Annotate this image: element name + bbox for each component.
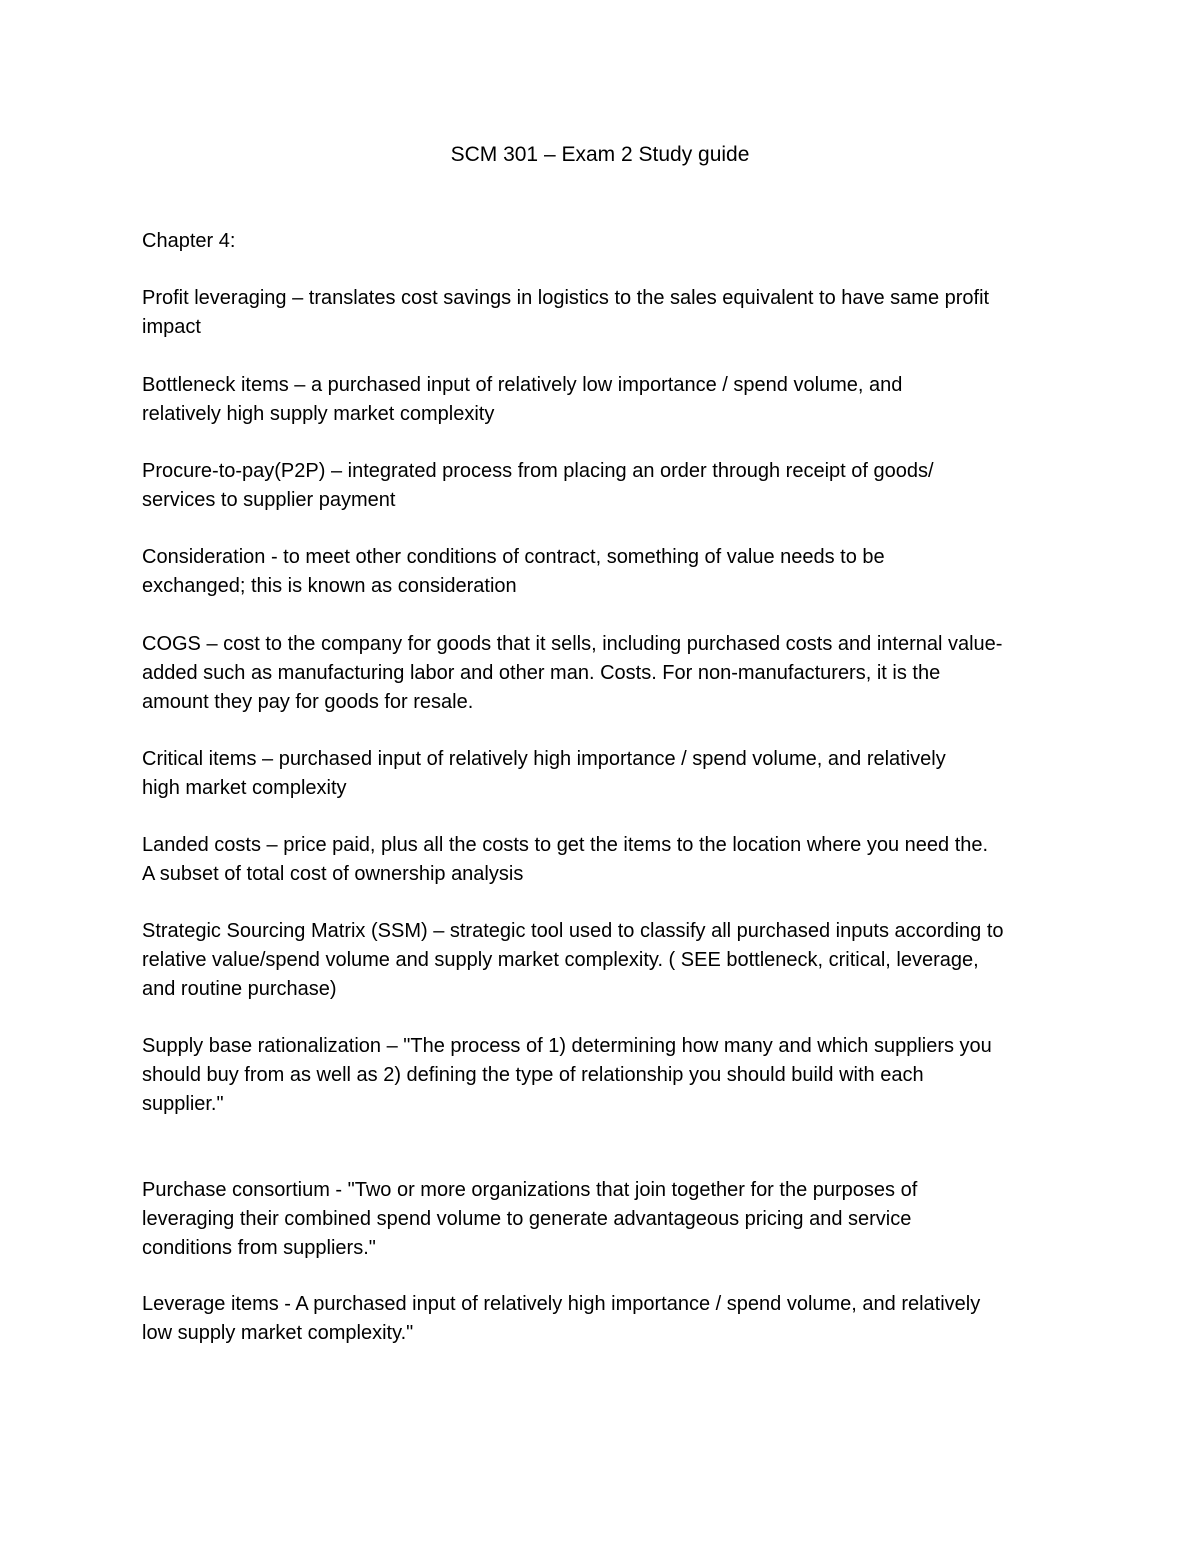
definition-strategic-sourcing-matrix: Strategic Sourcing Matrix (SSM) – strategic tool used to classify all purchased inputs according to relative value/spend volume and supply market complexity. ( SEE bottleneck, critical, leverage, and routine purchase) (142, 920, 1004, 1000)
definition-cogs: COGS – cost to the company for goods that it sells, including purchased costs and internal value- added such as manufacturing labor and other man. Costs. For non-manufacturers, it is the amount they pay for goods for resale. (142, 633, 1003, 713)
definition-supply-base-rationalization: Supply base rationalization – "The process of 1) determining how many and which suppliers you should buy from as well as 2) defining the type of relationship you should build with each supplier." (142, 1035, 992, 1115)
definition-consideration: Consideration - to meet other conditions of contract, something of value needs to be exchanged; this is known as consideration (142, 546, 885, 597)
definition-profit-leveraging: Profit leveraging – translates cost savings in logistics to the sales equivalent to have same profit impact (142, 287, 990, 338)
definition-purchase-consortium: Purchase consortium - "Two or more organizations that join together for the purposes of leveraging their combined spend volume to generate advantageous pricing and service conditions from suppliers." (142, 1179, 918, 1259)
definition-landed-costs: Landed costs – price paid, plus all the costs to get the items to the location where you need the. A subset of total cost of ownership analysis (142, 834, 989, 885)
definition-bottleneck-items: Bottleneck items – a purchased input of relatively low importance / spend volume, and relatively high supply market complexity (142, 374, 903, 425)
definition-leverage-items: Leverage items - A purchased input of relatively high importance / spend volume, and relatively low supply market complexity." (142, 1293, 981, 1344)
definition-critical-items: Critical items – purchased input of relatively high importance / spend volume, and relatively high market complexity (142, 748, 946, 799)
definition-procure-to-pay: Procure-to-pay(P2P) – integrated process from placing an order through receipt of goods/ services to supplier payment (142, 460, 934, 511)
chapter-heading: Chapter 4: (142, 230, 236, 252)
document-title: SCM 301 – Exam 2 Study guide (450, 143, 750, 166)
